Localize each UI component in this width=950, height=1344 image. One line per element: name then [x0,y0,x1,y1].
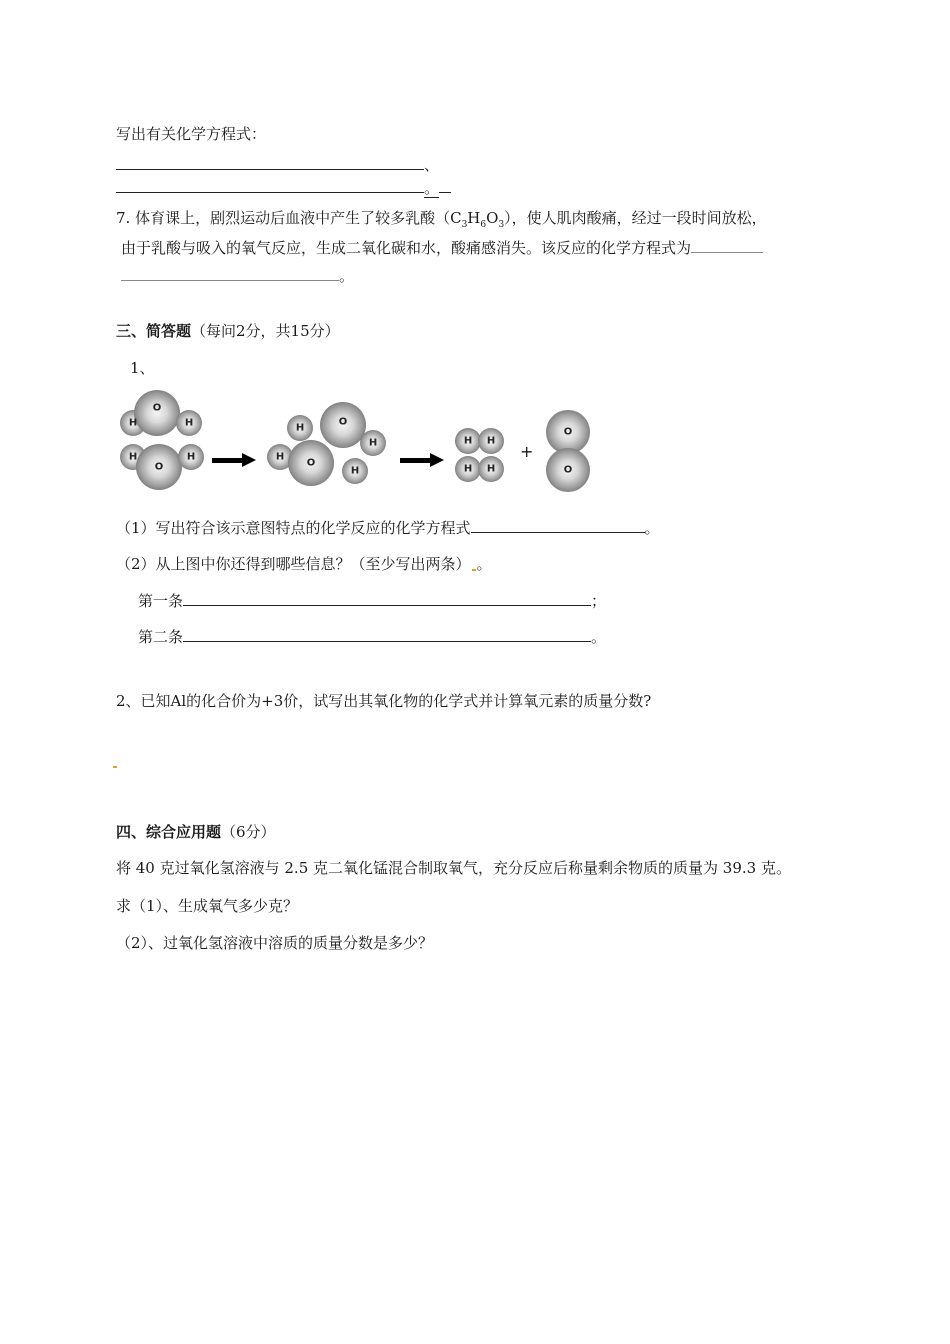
q7-line-1 [116,207,767,230]
section3-note: （每问2分，共15分） [191,322,340,340]
q6-separator: 、 [424,156,440,174]
q7-text-2: 由于乳酸与吸入的氧气反应，生成二氧化碳和水，酸痛感消失。该反应的化学方程式为 [121,239,692,257]
atom-label: H [184,417,194,429]
section3-second-point [138,625,606,647]
first-label: 第一条 [138,592,184,610]
atom-label: O [306,457,316,469]
atom-label: H [186,451,196,463]
q7-text-a: 7. 体育课上，剧烈运动后血液中产生了较多乳酸（C [116,209,462,227]
arrow-1 [212,458,244,463]
q7-sub-3b: 3 [498,220,505,230]
atom-label: O [563,464,573,476]
sub1-text: （1）写出符合该示意图特点的化学反应的化学方程式 [116,519,471,537]
atom-label: H [128,451,138,463]
sub1-answer-blank[interactable] [471,516,645,533]
first-end: ； [591,592,607,610]
q6-answer-line-1[interactable] [116,153,439,175]
atom-label: H [275,451,285,463]
section4-line-3: （2）、过氧化氢溶液中溶质的质量分数是多少？ [116,934,434,952]
atom-label: H [486,435,496,447]
q6-end: 。 [424,179,440,197]
mark-dot [472,569,476,571]
second-answer-blank[interactable] [183,625,591,642]
section3-sub1 [116,516,660,538]
section4-title: 四、综合应用题 [116,823,222,841]
section3-heading [116,320,340,341]
reaction-diagram [112,388,592,498]
sub2-end: 。 [476,555,492,573]
section3-sub2 [116,553,492,574]
mark-dot [113,766,117,768]
section3-q2: 2、已知Al的化合价为+3价，试写出其氧化物的化学式并计算氧元素的质量分数? [116,692,652,710]
q7-o: O [486,209,499,227]
atom-label: H [368,437,378,449]
section4-line-2: 求（1）、生成氧气多少克？ [116,897,299,915]
q6-answer-line-2[interactable] [116,176,451,198]
q7-line-3 [121,264,354,286]
q7-h: H [467,209,481,227]
q7-line-2 [121,236,763,258]
atom-label: H [295,422,305,434]
section3-title: 三、简答题 [116,322,192,340]
first-answer-blank[interactable] [183,589,591,606]
atom-label: O [154,461,164,473]
atom-label: H [350,465,360,477]
atom-label: H [463,463,473,475]
atom-label: H [128,417,138,429]
sub1-end: 。 [644,519,660,537]
arrow-1-head [242,453,256,467]
arrow-2-head [430,453,444,467]
q7-answer-blank-2[interactable] [121,264,339,281]
q7-text-b: ），使人肌肉酸痛，经过一段时间放松， [504,209,767,227]
section4-note: （6分） [221,823,276,841]
atom-label: H [463,435,473,447]
q6-intro: 写出有关化学方程式： [116,125,267,143]
q7-end: 。 [339,267,355,285]
section3-q1-number: 1、 [130,359,155,377]
sub2-text: （2）从上图中你还得到哪些信息？（至少写出两条） [116,555,471,573]
atom-label: O [338,416,348,428]
second-end: 。 [591,628,607,646]
section4-heading [116,821,276,842]
q7-sub-3: 3 [461,220,468,230]
atom-label: O [152,402,162,414]
section4-line-1: 将 40 克过氧化氢溶液与 2.5 克二氧化锰混合制取氧气，充分反应后称量剩余物质的质量为 39.3 克。 [116,859,791,877]
second-label: 第二条 [138,628,184,646]
atom-label: H [486,463,496,475]
arrow-2 [400,458,432,463]
atom-label: O [563,426,573,438]
section3-first-point [138,589,606,611]
q7-sub-6: 6 [480,220,487,230]
plus-sign: + [520,442,534,461]
q7-answer-blank-1[interactable] [691,236,763,253]
